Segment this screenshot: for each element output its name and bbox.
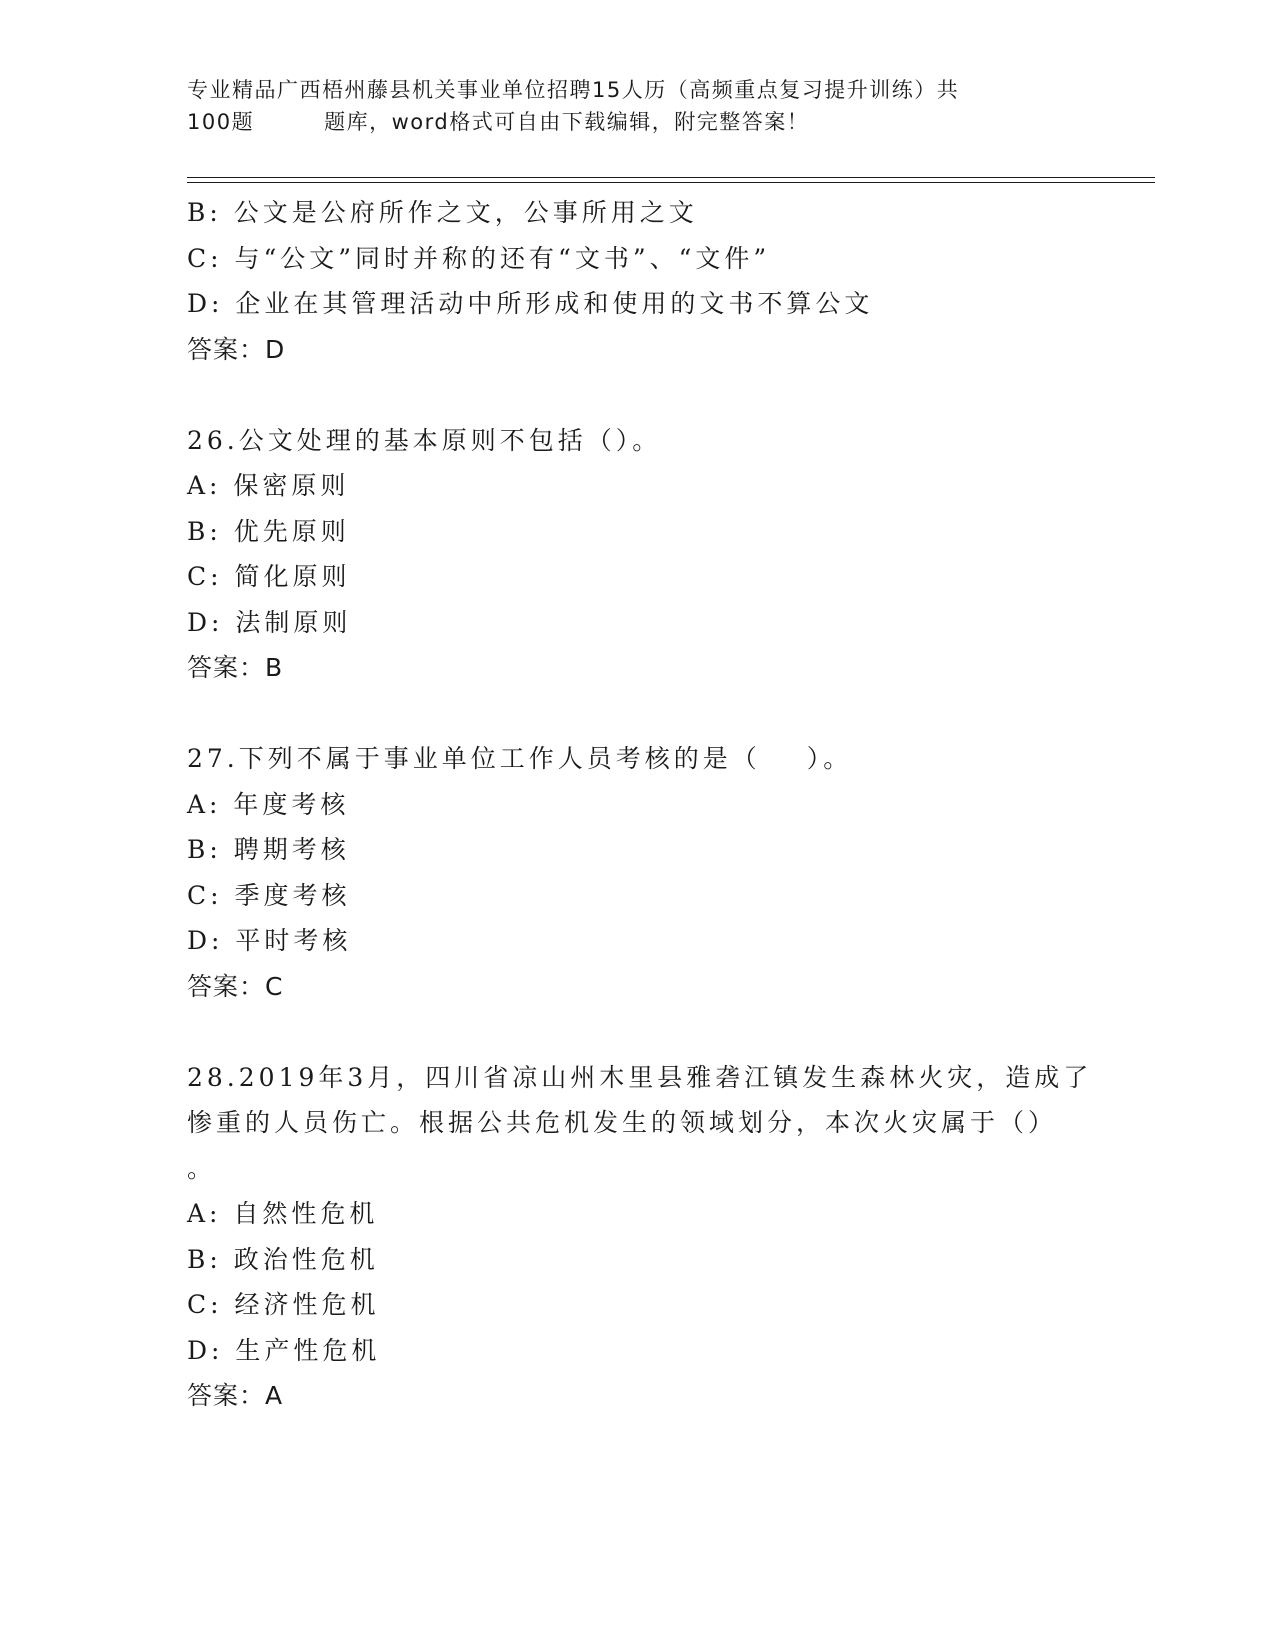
option-a: A: 年度考核 (187, 789, 350, 819)
option-b: B: 政治性危机 (187, 1244, 379, 1274)
answer: 答案：A (187, 1381, 284, 1410)
answer: 答案：B (187, 653, 284, 682)
header-title-line-1: 专业精品广西梧州藤县机关事业单位招聘15人历（高频重点复习提升训练）共 (187, 78, 960, 102)
option-c: C: 简化原则 (187, 562, 351, 591)
option-c: C: 经济性危机 (187, 1290, 380, 1319)
option-c: C: 与“公文”同时并称的还有“文书”、“文件” (187, 243, 771, 273)
answer: 答案：C (187, 971, 284, 1001)
question-25-tail (187, 190, 1087, 372)
header-divider-top (187, 177, 1155, 178)
header-title-line-2 (187, 106, 1167, 138)
header-question-count: 100题 (187, 110, 255, 134)
option-b: B: 公文是公府所作之文，公事所用之文 (187, 198, 698, 227)
option-d: D: 平时考核 (187, 926, 352, 955)
option-b: B: 优先原则 (187, 516, 350, 546)
question-stem-line-1: 28.2019年3月，四川省凉山州木里县雅砻江镇发生森林火灾，造成了 (187, 1062, 1093, 1092)
question-stem-line-3: 。 (187, 1153, 217, 1183)
question-stem (187, 736, 1087, 782)
question-list (187, 190, 1093, 1419)
option-a: A: 保密原则 (187, 471, 350, 500)
question-stem-start: 27.下列不属于事业单位工作人员考核的是（ (187, 744, 761, 773)
option-d: D: 生产性危机 (187, 1335, 381, 1365)
answer: 答案：D (187, 334, 286, 364)
question-stem-end: ）。 (806, 744, 853, 773)
option-d: D: 法制原则 (187, 607, 352, 637)
question-27 (187, 736, 1087, 1009)
header-description: 题库，word格式可自由下载编辑，附完整答案！ (324, 110, 810, 134)
question-26 (187, 418, 1087, 691)
option-d: D: 企业在其管理活动中所形成和使用的文书不算公文 (187, 289, 874, 318)
question-28 (187, 1055, 1093, 1419)
question-stem: 26.公文处理的基本原则不包括（）。 (187, 425, 662, 455)
option-c: C: 季度考核 (187, 880, 351, 910)
document-header (187, 74, 1167, 138)
question-stem-line-2: 惨重的人员伤亡。根据公共危机发生的领域划分，本次火灾属于（） (187, 1108, 1058, 1137)
option-a: A: 自然性危机 (187, 1199, 379, 1228)
header-divider-bottom (187, 182, 1155, 183)
option-b: B: 聘期考核 (187, 835, 350, 864)
